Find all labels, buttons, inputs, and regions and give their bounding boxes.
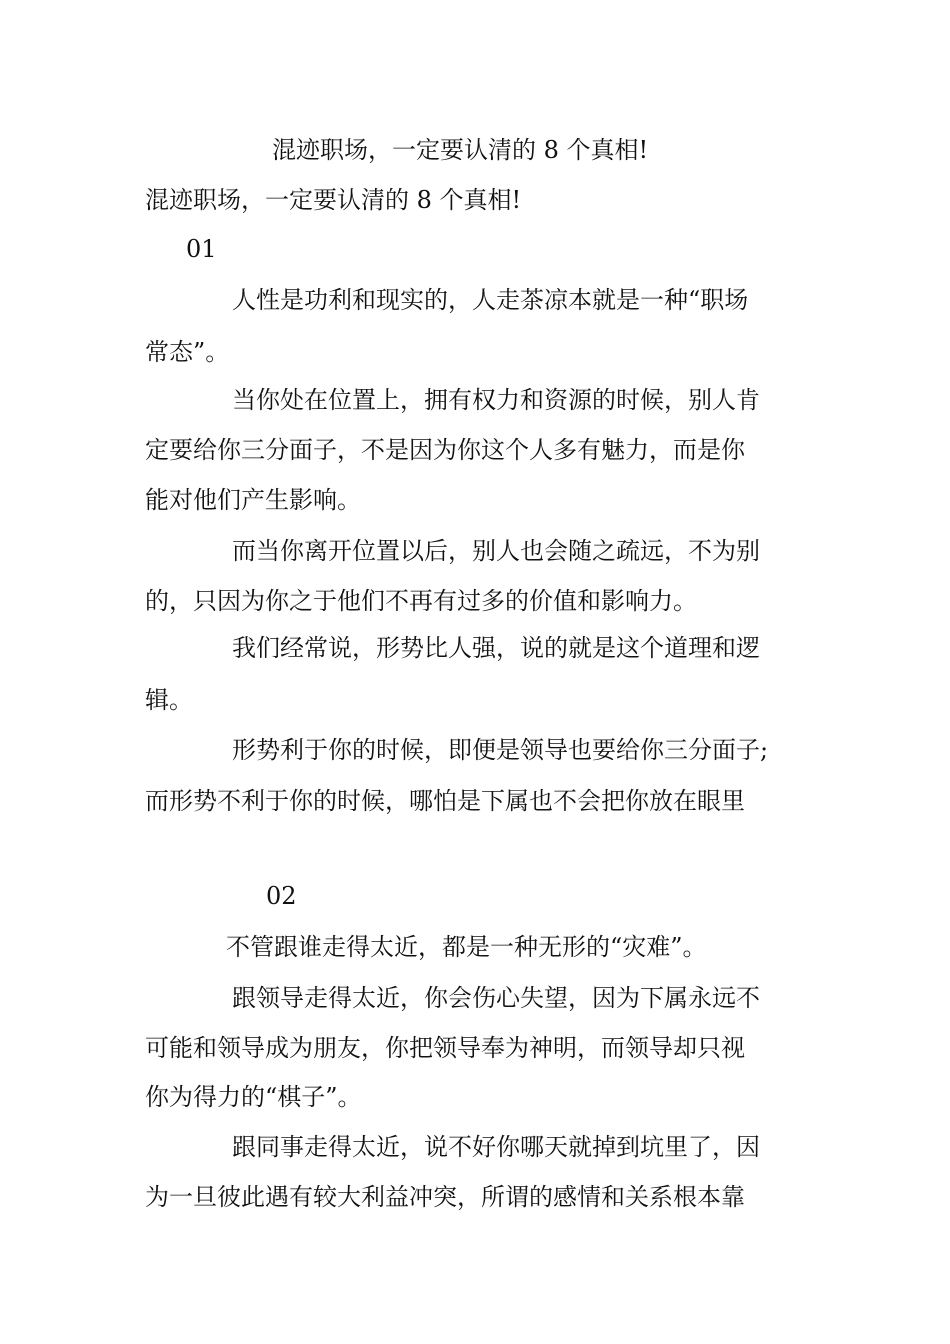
section-number: 02	[266, 882, 297, 910]
paragraph-line: 人性是功利和现实的，人走茶凉本就是一种“职场	[232, 286, 749, 314]
paragraph-line: 定要给你三分面子，不是因为你这个人多有魅力，而是你	[145, 436, 745, 464]
paragraph-line: 而当你离开位置以后，别人也会随之疏远，不为别	[232, 537, 760, 565]
document-title: 混迹职场，一定要认清的 8 个真相!	[272, 136, 649, 164]
paragraph-line: 而形势不利于你的时候，哪怕是下属也不会把你放在眼里	[145, 787, 745, 815]
document-subtitle: 混迹职场，一定要认清的 8 个真相!	[145, 186, 522, 214]
paragraph-line: 跟领导走得太近，你会伤心失望，因为下属永远不	[232, 984, 760, 1012]
section-number: 01	[186, 235, 217, 263]
paragraph-line: 为一旦彼此遇有较大利益冲突，所谓的感情和关系根本靠	[145, 1183, 745, 1211]
paragraph-line: 辑。	[145, 686, 193, 714]
paragraph-line: 的，只因为你之于他们不再有过多的价值和影响力。	[145, 587, 697, 615]
paragraph-line: 当你处在位置上，拥有权力和资源的时候，别人肯	[232, 386, 760, 414]
paragraph-line: 能对他们产生影响。	[145, 486, 361, 514]
paragraph-line: 可能和领导成为朋友，你把领导奉为神明，而领导却只视	[145, 1034, 745, 1062]
paragraph-line: 你为得力的“棋子”。	[145, 1083, 362, 1111]
paragraph-line: 常态”。	[145, 338, 230, 366]
paragraph-line: 跟同事走得太近，说不好你哪天就掉到坑里了，因	[232, 1133, 760, 1161]
paragraph-line: 不管跟谁走得太近，都是一种无形的“灾难”。	[226, 933, 707, 961]
paragraph-line: 我们经常说，形势比人强，说的就是这个道理和逻	[232, 634, 760, 662]
paragraph-line: 形势利于你的时候，即便是领导也要给你三分面子;	[232, 736, 769, 764]
